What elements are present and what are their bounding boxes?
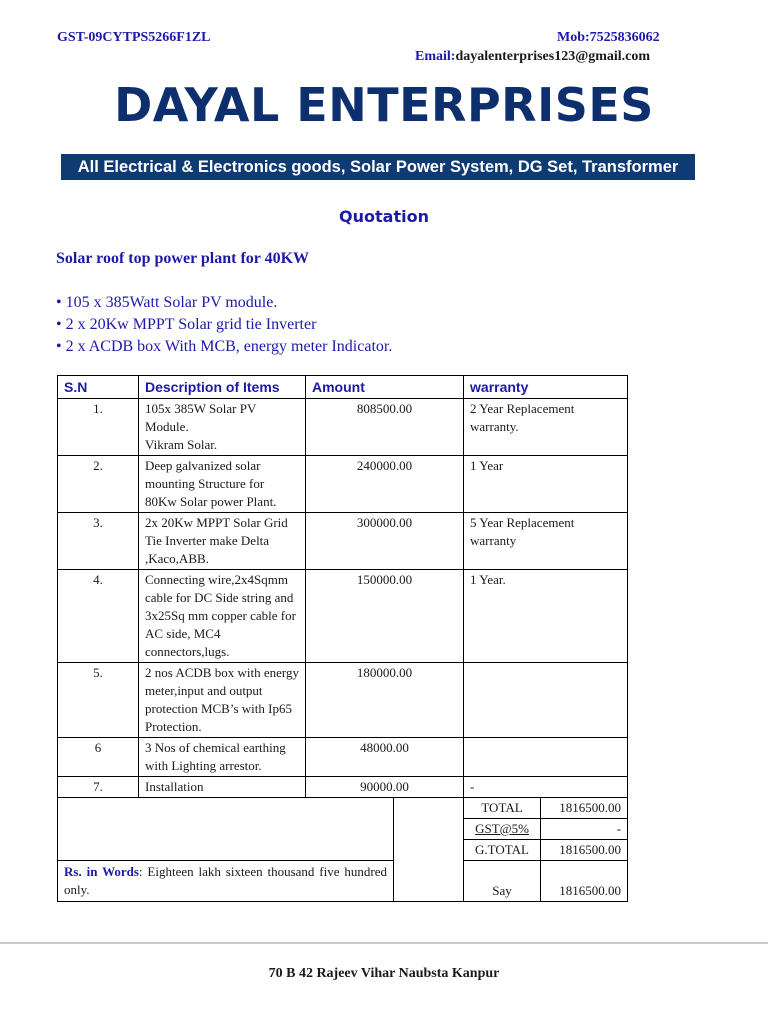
cell-sn: 4. <box>58 570 139 663</box>
table-row <box>58 663 628 738</box>
total-value: 1816500.00 <box>541 798 628 819</box>
header-amount: Amount <box>306 376 464 399</box>
cell-description: 2x 20Kw MPPT Solar Grid Tie Inverter make Delta ,Kaco,ABB. <box>139 513 306 570</box>
cell-sn: 6 <box>58 738 139 777</box>
cell-warranty: 1 Year <box>464 456 628 513</box>
table-row <box>58 777 628 798</box>
blank-cell <box>394 798 464 902</box>
desc-line: 105x 385W Solar PV Module. <box>145 401 257 434</box>
cell-description <box>139 399 306 456</box>
tagline-banner: All Electrical & Electronics goods, Solar Power System, DG Set, Transformer <box>61 154 695 180</box>
say-label: Say <box>464 861 541 902</box>
cell-amount: 240000.00 <box>306 456 464 513</box>
cell-amount: 90000.00 <box>306 777 464 798</box>
cell-description: 2 nos ACDB box with energy meter,input and output protection MCB’s with Ip65 Protection. <box>139 663 306 738</box>
gst-value: - <box>541 819 628 840</box>
gtotal-label: G.TOTAL <box>464 840 541 861</box>
cell-sn: 5. <box>58 663 139 738</box>
item-summary-list <box>56 292 392 358</box>
footer-address: 70 B 42 Rajeev Vihar Naubsta Kanpur <box>268 966 500 981</box>
blank-cell <box>58 798 394 861</box>
table-row <box>58 570 628 663</box>
say-value: 1816500.00 <box>541 861 628 902</box>
company-name: DAYAL ENTERPRISES <box>114 78 654 132</box>
cell-sn: 7. <box>58 777 139 798</box>
cell-warranty: 5 Year Replacement warranty <box>464 513 628 570</box>
gst-number: GST-09CYTPS5266F1ZL <box>57 30 211 45</box>
amount-in-words <box>58 861 394 902</box>
table-row <box>58 456 628 513</box>
gst-label: GST@5% <box>464 819 541 840</box>
cell-sn: 3. <box>58 513 139 570</box>
cell-description: Deep galvanized solar mounting Structure for 80Kw Solar power Plant. <box>139 456 306 513</box>
table-row <box>58 738 628 777</box>
summary-bullet: • 105 x 385Watt Solar PV module. <box>56 294 278 311</box>
email-address: dayalenterprises123@gmail.com <box>455 49 651 64</box>
cell-amount: 180000.00 <box>306 663 464 738</box>
words-text: : Eighteen lakh sixteen thousand five hundred only. <box>64 864 387 897</box>
words-label: Rs. in Words <box>64 864 139 879</box>
email-line <box>415 49 650 65</box>
document-title: Quotation <box>339 207 429 226</box>
summary-bullet: • 2 x 20Kw MPPT Solar grid tie Inverter <box>56 316 317 333</box>
gtotal-value: 1816500.00 <box>541 840 628 861</box>
header-warranty: warranty <box>464 376 628 399</box>
table-header-row <box>58 376 628 399</box>
cell-description: Connecting wire,2x4Sqmm cable for DC Side string and 3x25Sq mm copper cable for AC side, MC4 connectors,lugs. <box>139 570 306 663</box>
summary-bullet: • 2 x ACDB box With MCB, energy meter Indicator. <box>56 338 393 355</box>
cell-sn: 2. <box>58 456 139 513</box>
words-row <box>58 861 628 902</box>
cell-warranty: 2 Year Replacement warranty. <box>464 399 628 456</box>
email-label: Email: <box>415 49 456 64</box>
cell-description: 3 Nos of chemical earthing with Lighting arrestor. <box>139 738 306 777</box>
cell-amount: 48000.00 <box>306 738 464 777</box>
table-row <box>58 513 628 570</box>
cell-amount: 150000.00 <box>306 570 464 663</box>
cell-warranty: - <box>464 777 628 798</box>
cell-description: Installation <box>139 777 306 798</box>
cell-warranty <box>464 663 628 738</box>
quotation-subject: Solar roof top power plant for 40KW <box>56 250 310 267</box>
header-sn: S.N <box>58 376 139 399</box>
total-label: TOTAL <box>464 798 541 819</box>
footer-divider <box>0 942 768 944</box>
cell-amount: 300000.00 <box>306 513 464 570</box>
cell-warranty <box>464 738 628 777</box>
table-row <box>58 399 628 456</box>
desc-line: Vikram Solar. <box>145 437 218 452</box>
cell-warranty: 1 Year. <box>464 570 628 663</box>
header-description: Description of Items <box>139 376 306 399</box>
items-table <box>57 375 628 902</box>
mobile-number: Mob:7525836062 <box>557 30 660 45</box>
cell-sn: 1. <box>58 399 139 456</box>
cell-amount: 808500.00 <box>306 399 464 456</box>
total-row <box>58 798 628 819</box>
